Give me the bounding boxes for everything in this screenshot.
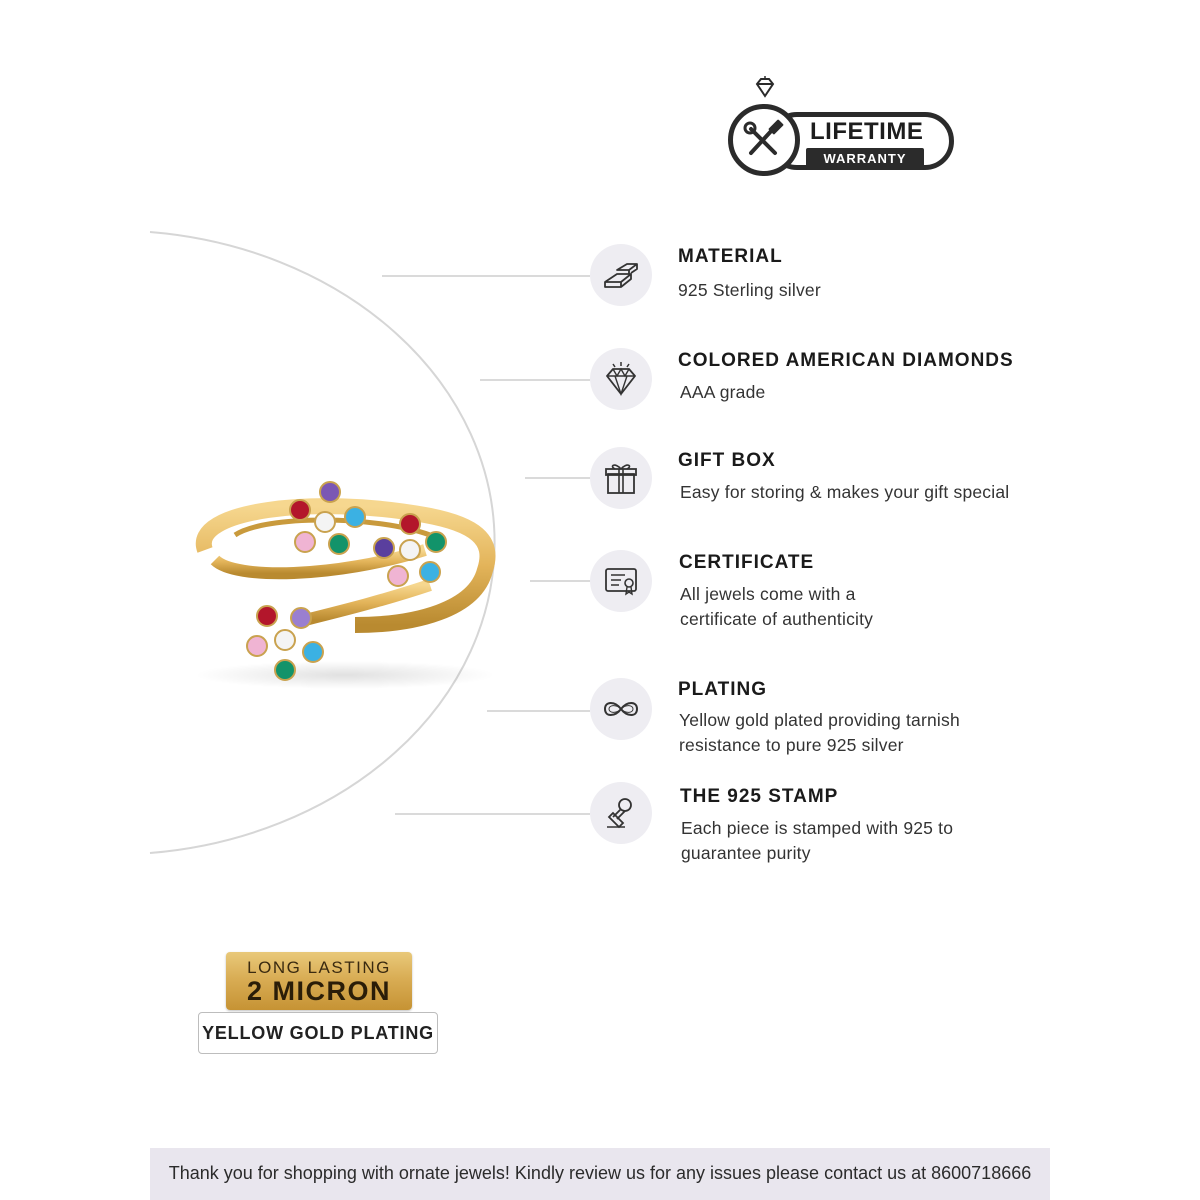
gold-label — [226, 952, 412, 1010]
feature-diamonds-title: COLORED AMERICAN DIAMONDS — [678, 350, 1014, 371]
feature-plating-icon-circle — [590, 678, 652, 740]
diamond-icon — [601, 360, 641, 398]
warranty-subtitle: WARRANTY — [806, 148, 924, 170]
infinity-icon — [601, 697, 641, 721]
feature-plating-title: PLATING — [678, 679, 767, 700]
tools-icon — [733, 109, 795, 171]
lifetime-warranty-badge — [728, 76, 960, 186]
feature-certificate-icon-circle — [590, 550, 652, 612]
long-lasting-label: LONG LASTING — [247, 958, 391, 977]
yellow-gold-plating-label: YELLOW GOLD PLATING — [198, 1012, 438, 1054]
feature-giftbox-desc: Easy for storing & makes your gift special — [680, 482, 1010, 502]
micron-label: 2 MICRON — [246, 976, 391, 1006]
feature-giftbox-icon-circle — [590, 447, 652, 509]
feature-plating-desc: Yellow gold plated providing tarnish resistance to pure 925 silver — [679, 710, 960, 755]
ring-image — [175, 460, 505, 700]
silver-bars-icon — [601, 260, 641, 290]
feature-material-icon-circle — [590, 244, 652, 306]
diamond-icon — [750, 76, 780, 102]
feature-stamp-title: THE 925 STAMP — [680, 786, 839, 807]
feature-material-title: MATERIAL — [678, 246, 783, 267]
feature-stamp-desc: Each piece is stamped with 925 to guarantee purity — [681, 818, 954, 863]
feature-certificate-title: CERTIFICATE — [679, 552, 815, 573]
feature-giftbox-title: GIFT BOX — [678, 450, 776, 471]
footer-banner: Thank you for shopping with ornate jewels! Kindly review us for any issues please contact us at 8600718666 — [150, 1148, 1050, 1200]
feature-material-desc: 925 Sterling silver — [678, 280, 821, 300]
warranty-title: LIFETIME — [810, 118, 924, 145]
feature-diamonds-icon-circle — [590, 348, 652, 410]
feature-certificate-desc: All jewels come with a certificate of authenticity — [680, 584, 874, 629]
feature-stamp-icon-circle — [590, 782, 652, 844]
stamp-icon — [603, 795, 639, 831]
warranty-circle — [728, 104, 800, 176]
gift-box-icon — [603, 460, 639, 496]
plating-badge — [198, 952, 442, 1056]
certificate-icon — [603, 565, 639, 597]
feature-diamonds-desc: AAA grade — [680, 382, 766, 402]
